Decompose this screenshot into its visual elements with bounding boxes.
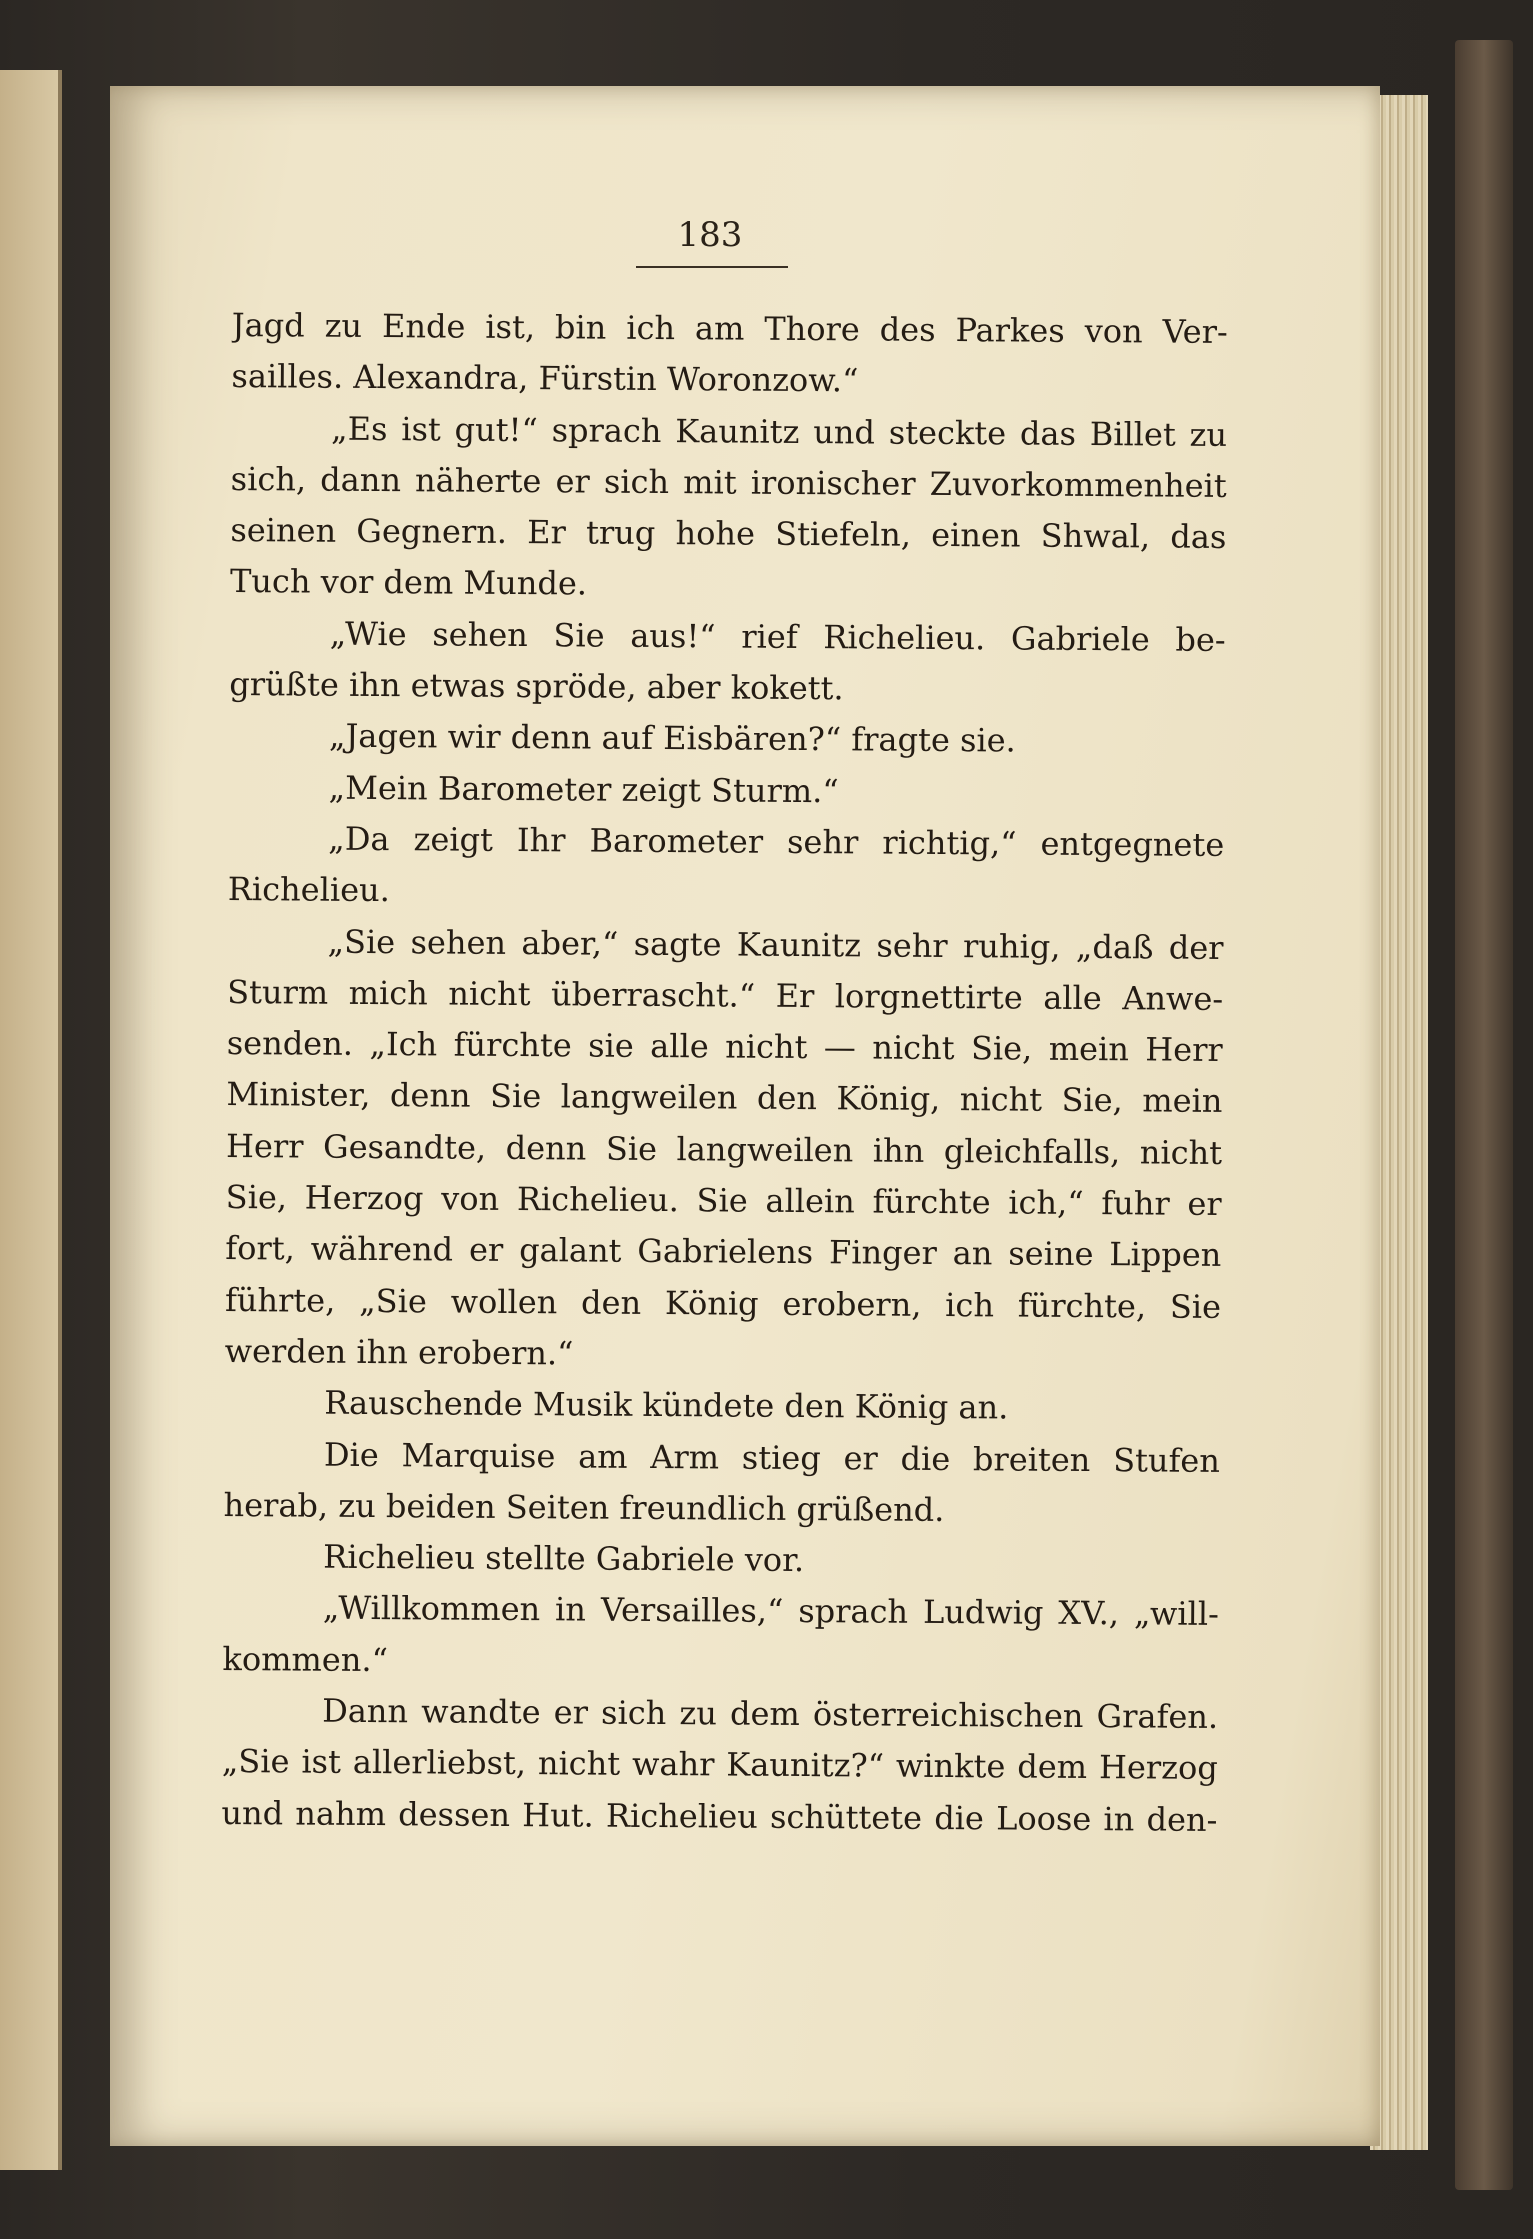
text-line: Dann wandte er sich zu dem österreichischen Grafen. [322,1691,1219,1736]
text-line: Rauschende Musik kündete den König an. [324,1383,1009,1427]
text-line: grüßte ihn etwas spröde, aber kokett. [229,665,844,708]
text-line: werden ihn erobern.“ [224,1331,574,1373]
text-line: „Wie sehen Sie aus!“ rief Richelieu. Gabriele be- [329,614,1226,659]
left-page-edge [0,70,62,2170]
text-line: „Es ist gut!“ sprach Kaunitz und steckte das Billet zu [330,409,1228,454]
text-line: Sturm mich nicht überrascht.“ Er lorgnettirte alle Anwe- [227,972,1224,1018]
text-line: Jagd zu Ende ist, bin ich am Thore des Parkes von Ver- [231,305,1228,351]
text-line: kommen.“ [222,1639,389,1679]
text-line: und nahm dessen Hut. Richelieu schüttete die Loose in den- [221,1793,1218,1839]
text-line: Minister, denn Sie langweilen den König, nicht Sie, mein [226,1075,1223,1121]
book-spine [1455,40,1513,2190]
text-line: „Mein Barometer zeigt Sturm.“ [328,768,839,810]
text-line: herab, zu beiden Seiten freundlich grüßend. [223,1485,945,1529]
text-line: Richelieu stellte Gabriele vor. [323,1537,805,1580]
text-line: „Willkommen in Versailles,“ sprach Ludwig XV., „will- [322,1589,1219,1634]
text-line: sailles. Alexandra, Fürstin Woronzow.“ [231,357,859,400]
text-line: „Da zeigt Ihr Barometer sehr richtig,“ entgegnete [328,819,1225,864]
text-line: Richelieu. [227,870,390,910]
text-line: fort, während er galant Gabrielens Finger an seine Lippen [225,1229,1222,1275]
page-number-rule [636,266,788,268]
text-line: Die Marquise am Arm stieg er die breiten Stufen [323,1435,1221,1480]
text-line: Tuch vor dem Munde. [229,562,588,603]
text-line: Sie, Herzog von Richelieu. Sie allein fürchte ich,“ fuhr er [225,1178,1222,1223]
text-line: „Sie sehen aber,“ sagte Kaunitz sehr ruhig, „daß der [327,922,1224,967]
page-number: 183 [677,215,743,255]
text-line: senden. „Ich fürchte sie alle nicht — nicht Sie, mein Herr [226,1024,1223,1070]
text-line: Herr Gesandte, denn Sie langweilen ihn gleichfalls, nicht [225,1126,1223,1172]
text-line: sich, dann näherte er sich mit ironischer Zuvorkommenheit [230,459,1227,505]
page-text [221,300,1228,1846]
text-line: „Sie ist allerliebst, nicht wahr Kaunitz?“ winkte dem Herzog [221,1742,1218,1788]
text-line: führte, „Sie wollen den König erobern, ich fürchte, Sie [224,1280,1222,1326]
text-line: „Jagen wir denn auf Eisbären?“ fragte sie. [328,717,1016,760]
text-line: seinen Gegnern. Er trug hohe Stiefeln, einen Shwal, das [230,511,1227,557]
